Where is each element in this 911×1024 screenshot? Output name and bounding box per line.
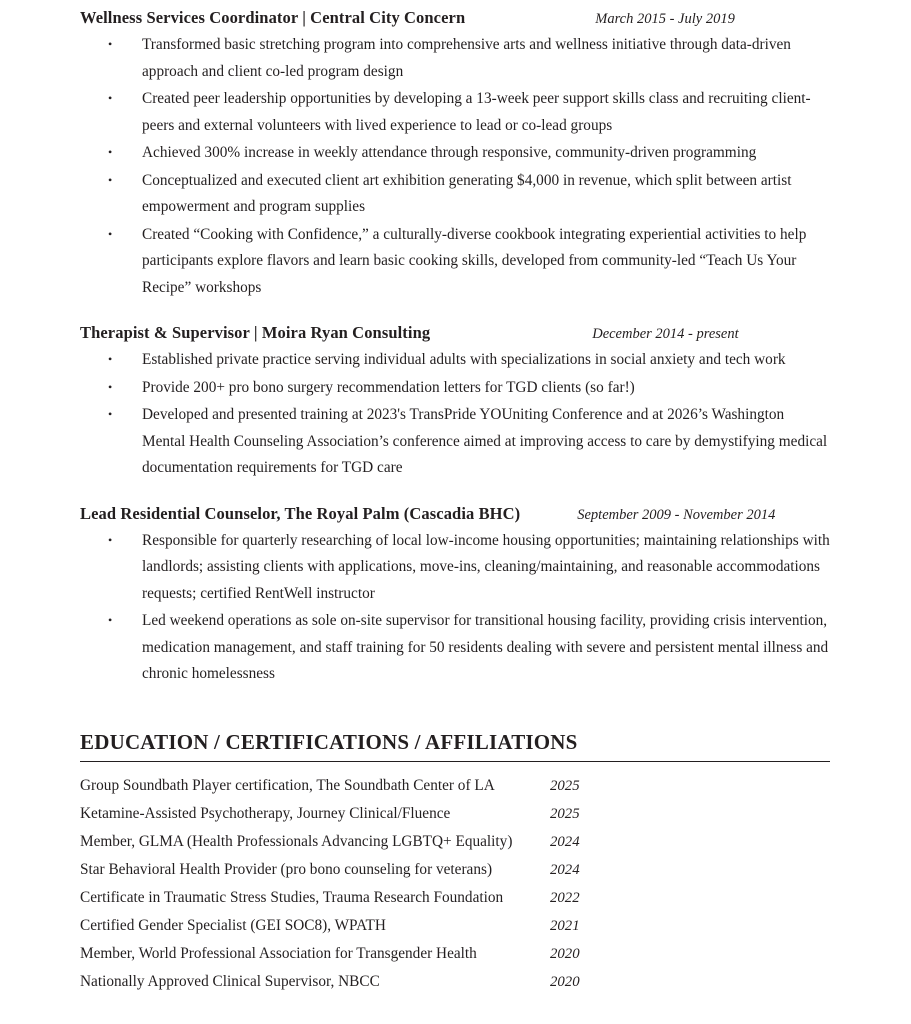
table-row bbox=[80, 940, 831, 968]
job-title: Therapist & Supervisor | Moira Ryan Consulting bbox=[80, 323, 431, 342]
experience-entry bbox=[80, 323, 831, 482]
list-item: • Created “Cooking with Confidence,” a culturally-diverse cookbook integrating experiential activities to help participants explore flavors and learn basic cooking skills, developed from community-led “Teach Us Your Recipe” workshops bbox=[80, 222, 831, 302]
education-year: 2024 bbox=[550, 861, 580, 878]
education-name: Member, GLMA (Health Professionals Advancing LGBTQ+ Equality) bbox=[80, 832, 513, 850]
education-section bbox=[80, 730, 831, 996]
job-dates: March 2015 - July 2019 bbox=[595, 11, 735, 27]
education-name: Ketamine-Assisted Psychotherapy, Journey Clinical/Fluence bbox=[80, 804, 451, 822]
table-row bbox=[80, 772, 831, 800]
list-item: • Created peer leadership opportunities by developing a 13-week peer support skills class and recruiting client-peers and external volunteers with lived experience to lead or co-lead groups bbox=[80, 86, 831, 139]
experience-entry bbox=[80, 504, 831, 688]
education-name: Member, World Professional Association for Transgender Health bbox=[80, 944, 477, 962]
list-item: • Transformed basic stretching program into comprehensive arts and wellness initiative through data-driven approach and client co-led program design bbox=[80, 32, 831, 85]
education-name: Star Behavioral Health Provider (pro bono counseling for veterans) bbox=[80, 860, 493, 878]
job-title: Wellness Services Coordinator | Central City Concern bbox=[80, 8, 466, 27]
list-item: • Responsible for quarterly researching of local low-income housing opportunities; maintaining relationships with landlords; assisting clients with applications, move-ins, cleaning/maintaining, and reasonable accommodations requests; certified RentWell instructor bbox=[80, 528, 831, 608]
experience-entry bbox=[80, 8, 831, 301]
list-item: • Provide 200+ pro bono surgery recommendation letters for TGD clients (so far!) bbox=[80, 375, 831, 402]
responsibility-list bbox=[80, 528, 831, 688]
list-item: • Developed and presented training at 2023's TransPride YOUniting Conference and at 2026’s Washington Mental Health Counseling Association’s conference aimed at improving access to care by demystifying medical documentation requirements for TGD care bbox=[80, 402, 831, 482]
list-item: • Achieved 300% increase in weekly attendance through responsive, community-driven programming bbox=[80, 140, 831, 167]
list-item: • Led weekend operations as sole on-site supervisor for transitional housing facility, providing crisis intervention, medication management, and staff training for 50 residents dealing with severe and persistent mental illness and chronic homelessness bbox=[80, 608, 831, 688]
experience-header bbox=[80, 323, 831, 343]
education-name: Certified Gender Specialist (GEI SOC8), WPATH bbox=[80, 916, 386, 934]
education-year: 2020 bbox=[550, 973, 580, 990]
divider bbox=[80, 761, 830, 762]
responsibility-list bbox=[80, 32, 831, 301]
education-name: Certificate in Traumatic Stress Studies, Trauma Research Foundation bbox=[80, 888, 504, 906]
education-year: 2025 bbox=[550, 777, 580, 794]
table-row bbox=[80, 856, 831, 884]
list-item: • Established private practice serving individual adults with specializations in social anxiety and tech work bbox=[80, 347, 831, 374]
education-year: 2025 bbox=[550, 805, 580, 822]
table-row bbox=[80, 828, 831, 856]
education-name: Group Soundbath Player certification, The Soundbath Center of LA bbox=[80, 776, 495, 794]
responsibility-list bbox=[80, 347, 831, 482]
table-row bbox=[80, 912, 831, 940]
job-title: Lead Residential Counselor, The Royal Palm (Cascadia BHC) bbox=[80, 503, 521, 523]
experience-header bbox=[80, 8, 831, 28]
education-year: 2021 bbox=[550, 917, 580, 934]
education-year: 2020 bbox=[550, 945, 580, 962]
job-dates: December 2014 - present bbox=[592, 326, 739, 342]
job-dates: September 2009 - November 2014 bbox=[577, 506, 776, 523]
experience-header bbox=[80, 504, 831, 524]
education-year: 2024 bbox=[550, 833, 580, 850]
section-heading: EDUCATION / CERTIFICATIONS / AFFILIATIONS bbox=[80, 729, 578, 754]
table-row bbox=[80, 800, 831, 828]
table-row bbox=[80, 968, 831, 996]
list-item: • Conceptualized and executed client art exhibition generating $4,000 in revenue, which split between artist empowerment and program supplies bbox=[80, 168, 831, 221]
table-row bbox=[80, 884, 831, 912]
education-year: 2022 bbox=[550, 889, 580, 906]
education-name: Nationally Approved Clinical Supervisor, NBCC bbox=[80, 972, 380, 990]
